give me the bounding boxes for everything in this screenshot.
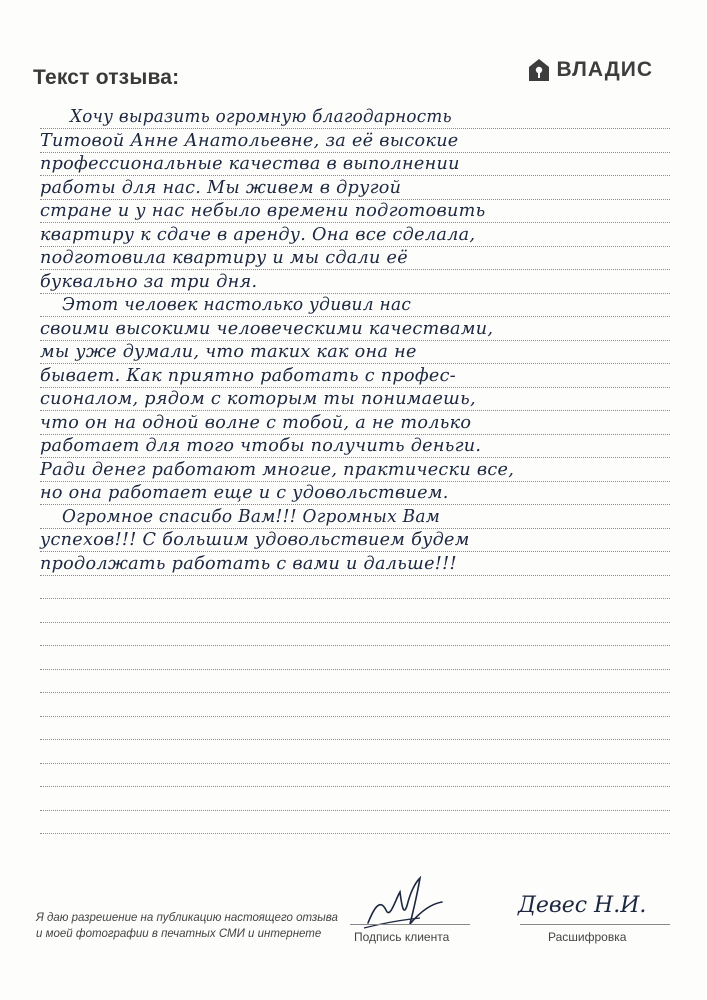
handwritten-line: Огромное спасибо Вам!!! Огромных Вам	[62, 505, 441, 527]
review-lines-area	[40, 0, 670, 840]
ruled-line	[40, 669, 670, 670]
consent-text	[36, 910, 338, 942]
handwritten-line: мы уже думали, что таких как она не	[40, 341, 417, 362]
client-signature	[360, 868, 450, 938]
ruled-line	[40, 786, 670, 787]
decipher-line	[520, 924, 670, 925]
handwritten-line: Титовой Анне Анатольевне, за её высокие	[40, 129, 459, 151]
consent-line-1: Я даю разрешение на публикацию настоящего отзыва	[36, 912, 338, 924]
ruled-line	[40, 575, 670, 576]
handwritten-line: успехов!!! С большим удовольствием будем	[40, 529, 470, 550]
signature-label: Подпись клиента	[354, 930, 450, 944]
ruled-line	[40, 598, 670, 599]
ruled-line	[40, 739, 670, 740]
handwritten-line: профессиональные качества в выполнении	[40, 153, 460, 174]
logo-text: ВЛАДИС	[556, 58, 653, 81]
handwritten-line: буквально за три дня.	[40, 270, 258, 292]
page-title: Текст отзыва:	[33, 66, 180, 89]
decipher-value: Девес Н.И.	[518, 893, 647, 918]
handwritten-line: Ради денег работают многие, практически все,	[40, 458, 515, 480]
ruled-line	[40, 716, 670, 717]
consent-line-2: и моей фотографии в печатных СМИ и интернете	[36, 928, 322, 940]
ruled-line	[40, 833, 670, 834]
decipher-label: Расшифровка	[548, 930, 627, 944]
ruled-line	[40, 645, 670, 646]
ruled-line	[40, 763, 670, 764]
handwritten-line: своими высокими человеческими качествами,	[40, 317, 494, 339]
handwritten-line: работает для того чтобы получить деньги.	[40, 435, 482, 456]
ruled-line	[40, 622, 670, 623]
handwritten-line: но она работает еще и с удовольствием.	[40, 482, 449, 503]
handwritten-line: сионалом, рядом с которым ты понимаешь,	[40, 388, 476, 409]
signature-line	[350, 924, 470, 925]
handwritten-line: квартиру к сдаче в аренду. Она все сделала,	[40, 223, 476, 245]
handwritten-line: бывает. Как приятно работать с профес-	[40, 364, 457, 386]
handwritten-line: стране и у нас небыло времени подготовить	[40, 200, 486, 221]
handwritten-line: Хочу выразить огромную благодарность	[70, 106, 452, 127]
ruled-line	[40, 692, 670, 693]
ruled-line	[40, 810, 670, 811]
handwritten-line: работы для нас. Мы живем в другой	[40, 176, 402, 198]
handwritten-line: что он на одной волне с тобой, а не только	[40, 411, 472, 433]
handwritten-line: Этот человек настолько удивил нас	[62, 294, 412, 315]
handwritten-line: подготовила квартиру и мы сдали её	[40, 247, 408, 268]
handwritten-line: продолжать работать с вами и дальше!!!	[40, 552, 457, 574]
